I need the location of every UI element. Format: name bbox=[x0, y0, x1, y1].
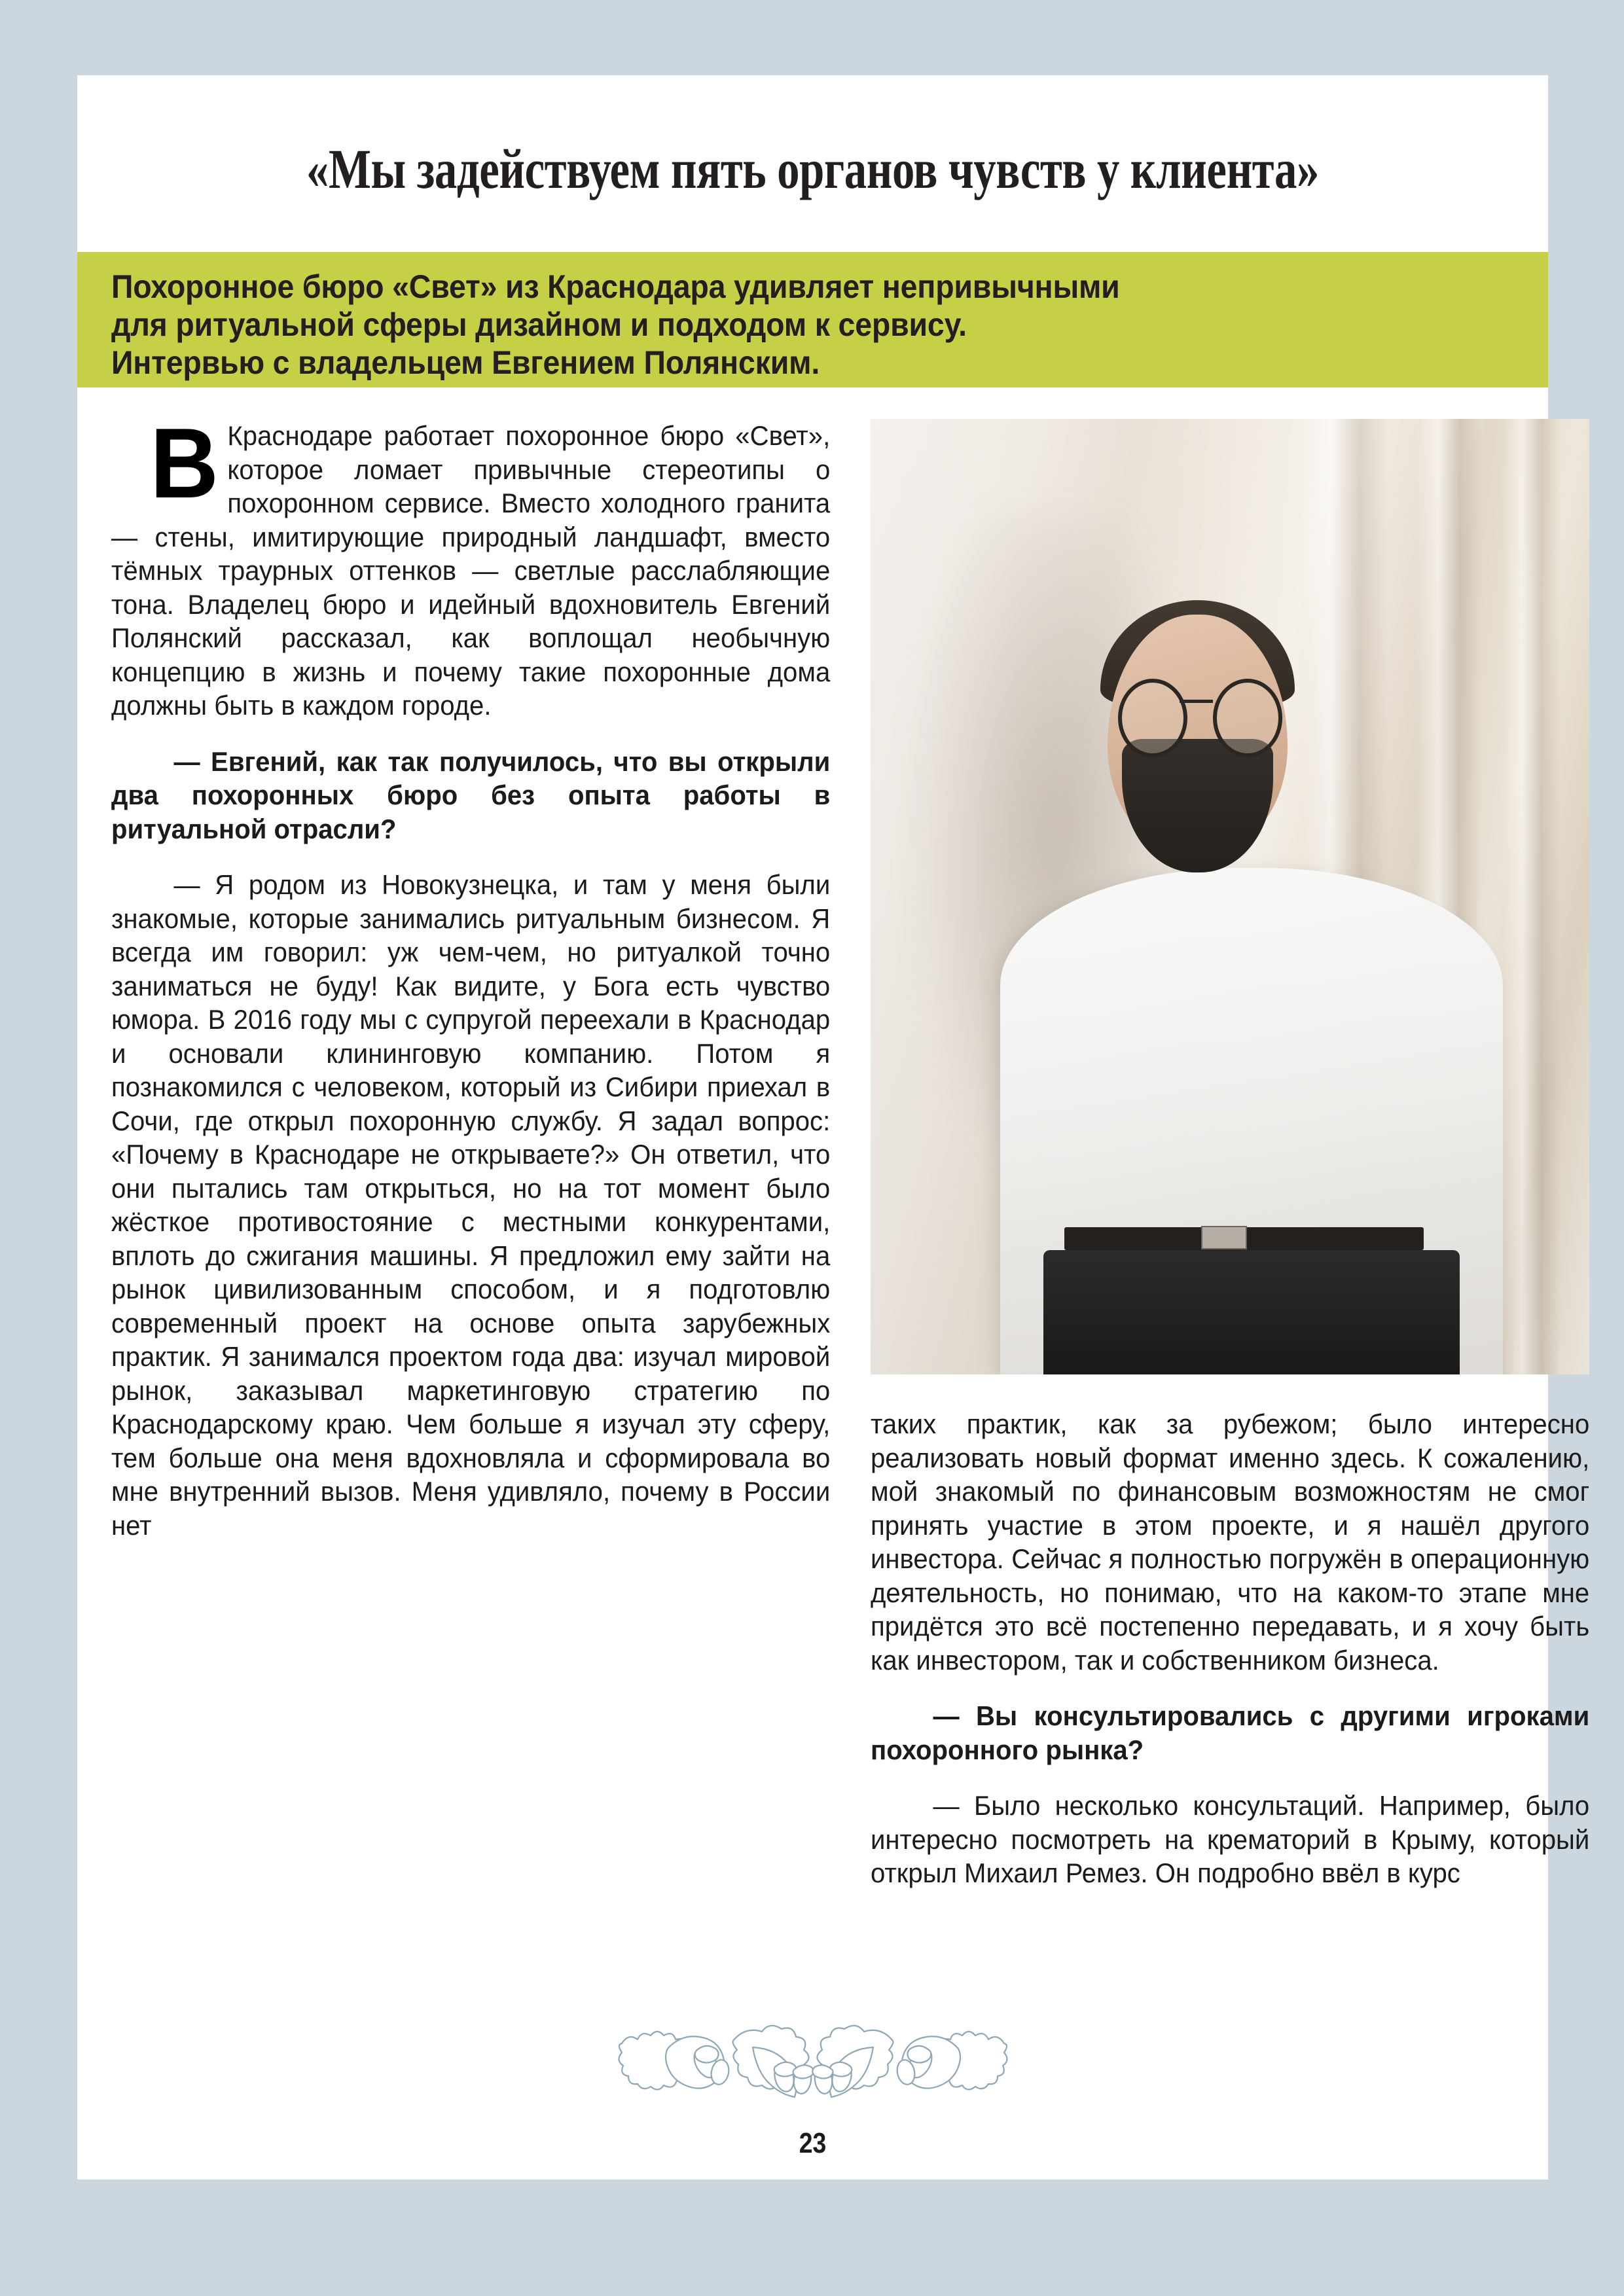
oak-leaf-ornament bbox=[584, 2017, 1042, 2102]
interview-question-2: — Вы консультировались с другими игроками похоронного рынка? bbox=[871, 1700, 1590, 1765]
deck-line-3: Интервью с владельцем Евгением Полянским. bbox=[111, 344, 820, 381]
curtain-fold bbox=[1503, 419, 1561, 1374]
page-sheet bbox=[77, 75, 1590, 2179]
lead-paragraph bbox=[111, 408, 831, 723]
deck-banner bbox=[77, 252, 1548, 387]
page-number: 23 bbox=[799, 2127, 827, 2159]
eyeglasses-bridge bbox=[1180, 700, 1213, 703]
article-columns bbox=[111, 408, 1590, 2055]
interview-question-1: — Евгений, как так получилось, что вы открыли два похоронных бюро без опыта работы в ритуальной отрасли? bbox=[111, 745, 831, 844]
dark-trousers bbox=[1043, 1250, 1460, 1374]
drop-cap: В bbox=[150, 408, 219, 519]
belt-buckle bbox=[1201, 1226, 1247, 1249]
interview-answer-1-part-2: таких практик, как за рубежом; было интересно реализовать новый формат именно здесь. К сожалению, мой знакомый по финансовым возможностям не смог принять участие в этом проекте, и я нашёл другого инвестора. Сейчас я полностью погружён в операционную деятельность, но понимаю, что на каком-то этапе мне придётся это всё постепенно передавать, и я хочу быть как инвестором, так и собственником бизнеса. bbox=[871, 1408, 1590, 1676]
interview-answer-2: — Было несколько консультаций. Например, было интересно посмотреть на крематорий в Крыму, который открыл Михаил Ремез. Он подробно ввёл в курс bbox=[871, 1790, 1590, 1888]
lead-paragraph-text: Краснодаре работает похоронное бюро «Свет», которое ломает привычные стереотипы о похоронном сервисе. Вместо холодного гранита — стены, имитирующие природный ландшафт, вместо тёмных траурных оттенков — светлые расслабляющие тона. Владелец бюро и идейный вдохновитель Евгений Полянский рассказал, как воплощал необычную концепцию в жизнь и почему такие похоронные дома должны быть в каждом городе. bbox=[111, 420, 831, 721]
portrait-photo bbox=[871, 419, 1589, 1374]
deck-line-2: для ритуальной сферы дизайном и подходом к сервису. bbox=[111, 306, 967, 343]
eyeglasses-right-lens bbox=[1213, 679, 1282, 757]
page-title: «Мы задействуем пять органов чувств у клиента» bbox=[306, 137, 1320, 200]
deck-line-1: Похоронное бюро «Свет» из Краснодара удивляет непривычными bbox=[111, 268, 1120, 305]
eyeglasses-left-lens bbox=[1118, 679, 1187, 757]
column-left bbox=[111, 408, 831, 1564]
column-right bbox=[871, 1407, 1589, 1912]
interview-answer-1-part-1: — Я родом из Новокузнецка, и там у меня были знакомые, которые занимались ритуальным бизнесом. Я всегда им говорил: уж чем-чем, но ритуалкой точно заниматься не буду! Как видите, у Бога есть чувство юмора. В 2016 году мы с супругой переехали в Краснодар и основали клининговую компанию. Потом я познакомился с человеком, который из Сибири приехал в Сочи, где открыл похоронную службу. Я задал вопрос: «Почему в Краснодаре не открываете?» Он ответил, что они пытались там открыться, но на тот момент было жёсткое противостояние с местными конкурентами, вплоть до сжигания машины. Я предложил ему зайти на рынок цивилизованным способом, и я подготовлю современный проект на основе опыта зарубежных практик. Я занимался проектом года два: изучал мировой рынок, заказывал маркетинговую стратегию по Краснодарскому краю. Чем больше я изучал эту сферу, тем больше она меня вдохновляла и сформировала во мне внутренний вызов. Меня удивляло, почему в России нет bbox=[111, 869, 831, 1541]
